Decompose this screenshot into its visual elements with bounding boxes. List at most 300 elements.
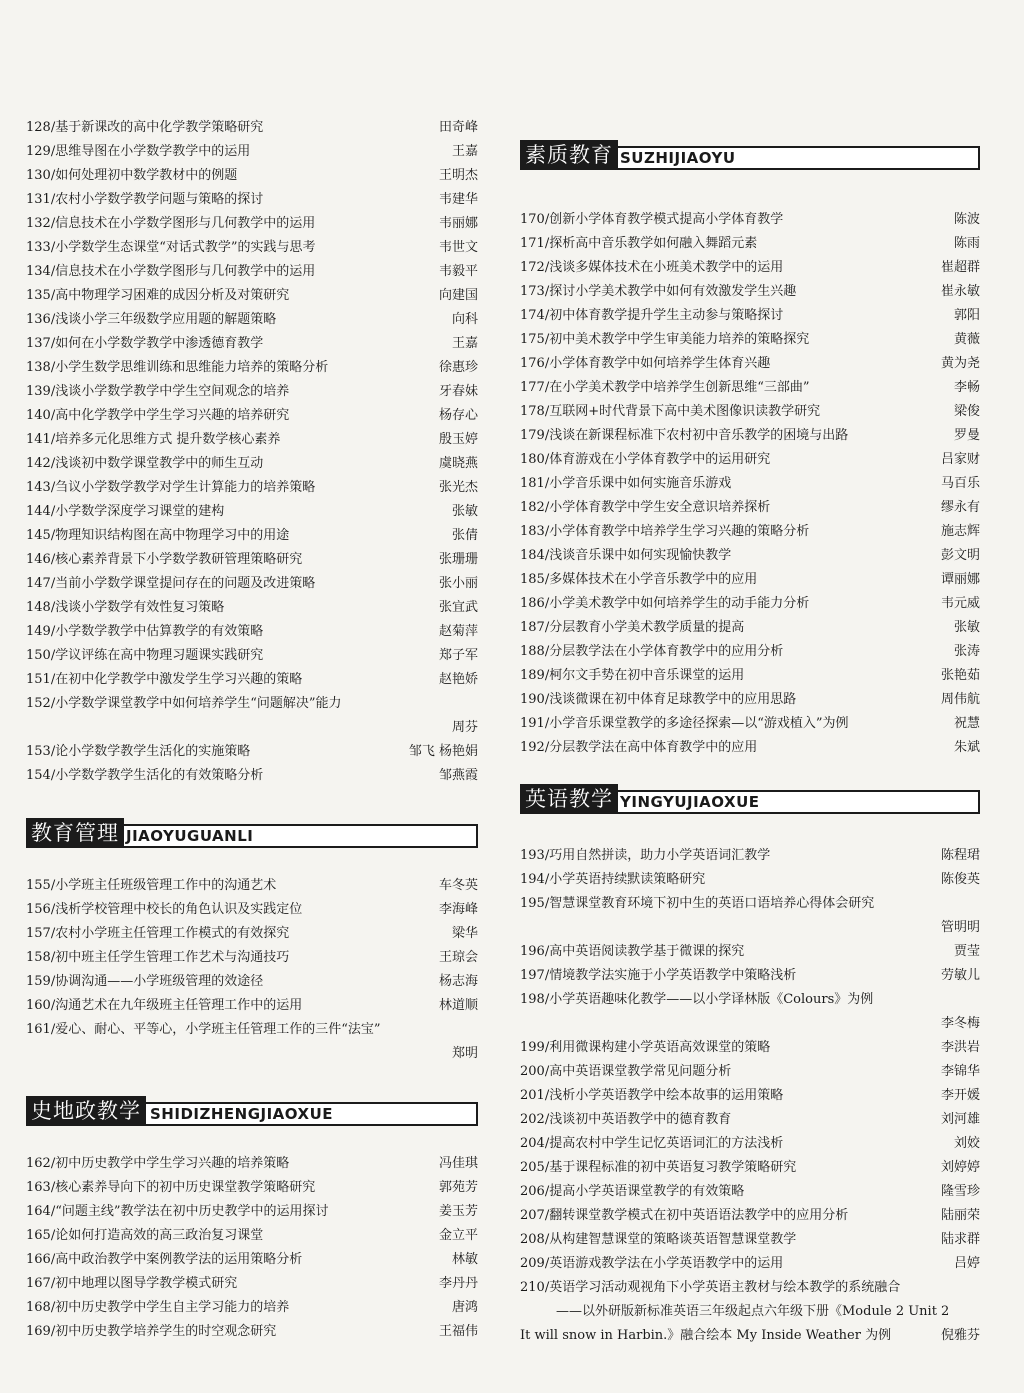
- entry-title: 分层教学法在小学体育教学中的应用分析: [549, 644, 784, 659]
- entry-number: 189: [520, 668, 545, 683]
- entry-number: 156: [26, 902, 51, 917]
- entry-author: 倪雅芬: [940, 1328, 980, 1343]
- toc-entry: 207 / 翻转课堂教学模式在初中英语语法教学中的应用分析 陆丽荣: [520, 1204, 980, 1228]
- entry-title: 培养多元化思维方式 提升数学核心素养: [55, 432, 281, 447]
- entry-number: 158: [26, 950, 51, 965]
- entry-title: 浅谈小学三年级数学应用题的解题策略: [55, 312, 277, 327]
- toc-entry: 189 / 柯尔文手势在初中音乐课堂的运用 张艳茹: [520, 664, 980, 688]
- entry-author: 韦世文: [438, 240, 478, 255]
- section-title: 史地政教学: [26, 1096, 146, 1126]
- entry-title: 如何在小学数学教学中渗透德育教学: [55, 336, 264, 351]
- entry-title-continuation: ——以外研版新标准英语三年级起点六年级下册《Module 2 Unit 2: [556, 1304, 950, 1319]
- entry-author: 唐鸿: [451, 1300, 478, 1315]
- entry-number: 143: [26, 480, 51, 495]
- entry-title: 小学数学教学生活化的有效策略分析: [55, 768, 264, 783]
- entry-author: 郑子军: [438, 648, 478, 663]
- entry-author: 周芬: [451, 720, 478, 735]
- entry-author: 王嘉: [451, 336, 478, 351]
- toc-list-english-a: [520, 844, 980, 892]
- entry-number: 176: [520, 356, 545, 371]
- entry-title: 核心素养背景下小学数学教研管理策略研究: [55, 552, 303, 567]
- entry-author: 刘姣: [953, 1136, 980, 1151]
- toc-entry: 185 / 多媒体技术在小学音乐教学中的应用 谭丽娜: [520, 568, 980, 592]
- entry-title: 初中体育教学提升学生主动参与策略探讨: [549, 308, 784, 323]
- entry-number: 130: [26, 168, 51, 183]
- entry-number: 135: [26, 288, 51, 303]
- entry-number: 186: [520, 596, 545, 611]
- toc-entry: 172 / 浅谈多媒体技术在小班美术教学中的运用 崔超群: [520, 256, 980, 280]
- right-column: [520, 140, 980, 1348]
- entry-number: 195: [520, 896, 545, 911]
- entry-author: 杨志海: [438, 974, 478, 989]
- entry-title: 浅谈小学数学教学中学生空间观念的培养: [55, 384, 290, 399]
- toc-entry: 147 / 当前小学数学课堂提问存在的问题及改进策略 张小丽: [26, 572, 478, 596]
- entry-author: 梁俊: [953, 404, 980, 419]
- toc-entry: 191 / 小学音乐课堂教学的多途径探索—以“游戏植入”为例 祝慧: [520, 712, 980, 736]
- entry-number: 174: [520, 308, 545, 323]
- entry-number: 136: [26, 312, 51, 327]
- entry-number: 171: [520, 236, 545, 251]
- entry-title: 小学数学课堂教学中如何培养学生“问题解决”能力: [55, 696, 342, 711]
- entry-number: 129: [26, 144, 51, 159]
- toc-entry: 140 / 高中化学教学中学生学习兴趣的培养研究 杨存心: [26, 404, 478, 428]
- entry-number: 146: [26, 552, 51, 567]
- entry-title: 初中班主任学生管理工作艺术与沟通技巧: [55, 950, 290, 965]
- entry-author: 牙春妹: [438, 384, 478, 399]
- toc-entry: 208 / 从构建智慧课堂的策略谈英语智慧课堂教学 陆求群: [520, 1228, 980, 1252]
- toc-entry: 209 / 英语游戏教学法在小学英语教学中的运用 吕婷: [520, 1252, 980, 1276]
- entry-number: 179: [520, 428, 545, 443]
- entry-title: 多媒体技术在小学音乐教学中的应用: [549, 572, 758, 587]
- entry-title: 小学体育教学中学生安全意识培养探析: [549, 500, 771, 515]
- entry-title: 巧用自然拼读，助力小学英语词汇教学: [549, 848, 771, 863]
- entry-title: 探析高中音乐教学如何融入舞蹈元素: [549, 236, 758, 251]
- entry-title: 情境教学法实施于小学英语教学中策略浅析: [549, 968, 797, 983]
- entry-author: 殷玉婷: [438, 432, 478, 447]
- entry-title: 爱心、耐心、平等心，小学班主任管理工作的三件“法宝”: [55, 1022, 381, 1037]
- toc-entry: 166 / 高中政治教学中案例教学法的运用策略分析 林敏: [26, 1248, 478, 1272]
- toc-entry: 131 / 农村小学数学教学问题与策略的探讨 韦建华: [26, 188, 478, 212]
- entry-number: 149: [26, 624, 51, 639]
- entry-author: 管明明: [940, 920, 980, 935]
- entry-author: 隆雪珍: [940, 1184, 980, 1199]
- toc-entry: 130 / 如何处理初中数学教材中的例题 王明杰: [26, 164, 478, 188]
- entry-number: 181: [520, 476, 545, 491]
- toc-entry: 178 / 互联网+时代背景下高中美术图像识读教学研究 梁俊: [520, 400, 980, 424]
- entry-number: 144: [26, 504, 51, 519]
- toc-entry: 163 / 核心素养导向下的初中历史课堂教学策略研究 郭苑芳: [26, 1176, 478, 1200]
- toc-list-english-c: [520, 1036, 980, 1276]
- entry-title: 初中历史教学中学生学习兴趣的培养策略: [55, 1156, 290, 1171]
- entry-title: 提高小学英语课堂教学的有效策略: [549, 1184, 745, 1199]
- toc-entry: 159 / 协调沟通——小学班级管理的效途径 杨志海: [26, 970, 478, 994]
- entry-number: 194: [520, 872, 545, 887]
- entry-number: 132: [26, 216, 51, 231]
- toc-entry: 160 / 沟通艺术在九年级班主任管理工作中的运用 林道顺: [26, 994, 478, 1018]
- section-title: 素质教育: [520, 140, 618, 170]
- entry-number: 190: [520, 692, 545, 707]
- entry-author: 吕婷: [953, 1256, 980, 1271]
- entry-author: 邹飞 杨艳娟: [408, 744, 478, 759]
- section-title: 教育管理: [26, 818, 124, 848]
- entry-author: 李冬梅: [940, 1016, 980, 1031]
- entry-author: 李畅: [953, 380, 980, 395]
- toc-entry: 164 / “问题主线”教学法在初中历史教学中的运用探讨 姜玉芳: [26, 1200, 478, 1224]
- entry-author: 李丹丹: [438, 1276, 478, 1291]
- entry-title: 浅谈多媒体技术在小班美术教学中的运用: [549, 260, 784, 275]
- entry-author: 张珊珊: [438, 552, 478, 567]
- entry-author: 张敏: [451, 504, 478, 519]
- entry-title: 体育游戏在小学体育教学中的运用研究: [549, 452, 771, 467]
- entry-title: 浅谈微课在初中体育足球教学中的应用思路: [549, 692, 797, 707]
- entry-number: 170: [520, 212, 545, 227]
- entry-title: 浅谈小学数学有效性复习策略: [55, 600, 225, 615]
- entry-title: 浅谈初中英语教学中的德育教育: [549, 1112, 732, 1127]
- entry-author: 郑明: [451, 1046, 478, 1061]
- entry-author: 李锦华: [940, 1064, 980, 1079]
- entry-title: 小学英语持续默读策略研究: [549, 872, 706, 887]
- entry-author: 黄薇: [953, 332, 980, 347]
- entry-number: 137: [26, 336, 51, 351]
- entry-title: 从构建智慧课堂的策略谈英语智慧课堂教学: [549, 1232, 797, 1247]
- entry-title: 农村小学数学教学问题与策略的探讨: [55, 192, 264, 207]
- entry-number: 198: [520, 992, 545, 1007]
- toc-entry: 162 / 初中历史教学中学生学习兴趣的培养策略 冯佳琪: [26, 1152, 478, 1176]
- entry-number: 173: [520, 284, 545, 299]
- entry-author: 彭文明: [940, 548, 980, 563]
- entry-title: 信息技术在小学数学图形与几何教学中的运用: [55, 264, 316, 279]
- entry-number: 160: [26, 998, 51, 1013]
- entry-title: 初中地理以图导学教学模式研究: [55, 1276, 238, 1291]
- toc-entry: 148 / 浅谈小学数学有效性复习策略 张宜武: [26, 596, 478, 620]
- toc-entry: 138 / 小学生数学思维训练和思维能力培养的策略分析 徐惠珍: [26, 356, 478, 380]
- toc-entry: 170 / 创新小学体育教学模式提高小学体育教学 陈波: [520, 208, 980, 232]
- left-column: [26, 116, 478, 1344]
- toc-entry: 183 / 小学体育教学中培养学生学习兴趣的策略分析 施志辉: [520, 520, 980, 544]
- entry-author: 虞晓燕: [438, 456, 478, 471]
- entry-title: 核心素养导向下的初中历史课堂教学策略研究: [55, 1180, 316, 1195]
- toc-entry: 141 / 培养多元化思维方式 提升数学核心素养 殷玉婷: [26, 428, 478, 452]
- entry-author: 张艳茹: [940, 668, 980, 683]
- entry-author: 缪永有: [940, 500, 980, 515]
- entry-author: 张涛: [953, 644, 980, 659]
- toc-entry: 173 / 探讨小学美术教学中如何有效激发学生兴趣 崔永敏: [520, 280, 980, 304]
- entry-author: 杨存心: [438, 408, 478, 423]
- entry-title: 分层教育小学美术教学质量的提高: [549, 620, 745, 635]
- entry-number: 209: [520, 1256, 545, 1271]
- entry-title: 如何处理初中数学教材中的例题: [55, 168, 238, 183]
- entry-author: 赵菊萍: [438, 624, 478, 639]
- toc-entry: 144 / 小学数学深度学习课堂的建构 张敏: [26, 500, 478, 524]
- entry-author: 韦毅平: [438, 264, 478, 279]
- entry-author: 张宜武: [438, 600, 478, 615]
- entry-author: 李开媛: [940, 1088, 980, 1103]
- entry-author: 陈程珺: [940, 848, 980, 863]
- toc-entry: 171 / 探析高中音乐教学如何融入舞蹈元素 陈雨: [520, 232, 980, 256]
- toc-entry: 151 / 在初中化学教学中激发学生学习兴趣的策略 赵艳娇: [26, 668, 478, 692]
- entry-number: 148: [26, 600, 51, 615]
- entry-author: 刘河雄: [940, 1112, 980, 1127]
- toc-entry: 150 / 学议评练在高中物理习题课实践研究 郑子军: [26, 644, 478, 668]
- toc-entry: 201 / 浅析小学英语教学中绘本故事的运用策略 李开媛: [520, 1084, 980, 1108]
- entry-title: 提高农村中学生记忆英语词汇的方法浅析: [549, 1136, 784, 1151]
- toc-entry: 180 / 体育游戏在小学体育教学中的运用研究 吕家财: [520, 448, 980, 472]
- entry-number: 128: [26, 120, 51, 135]
- entry-title: 农村小学班主任管理工作模式的有效探究: [55, 926, 290, 941]
- entry-number: 206: [520, 1184, 545, 1199]
- entry-title: 小学班主任班级管理工作中的沟通艺术: [55, 878, 277, 893]
- toc-entry: 190 / 浅谈微课在初中体育足球教学中的应用思路 周伟航: [520, 688, 980, 712]
- entry-title: 高中英语课堂教学常见问题分析: [549, 1064, 732, 1079]
- entry-number: 167: [26, 1276, 51, 1291]
- entry-title: 小学生数学思维训练和思维能力培养的策略分析: [55, 360, 329, 375]
- entry-number: 178: [520, 404, 545, 419]
- toc-entry-161: 161 / 爱心、耐心、平等心，小学班主任管理工作的三件“法宝” 郑明: [26, 1018, 478, 1066]
- toc-entry: 156 / 浅析学校管理中校长的角色认识及实践定位 李海峰: [26, 898, 478, 922]
- entry-author: 谭丽娜: [940, 572, 980, 587]
- entry-author: 周伟航: [940, 692, 980, 707]
- entry-author: 陆丽荣: [940, 1208, 980, 1223]
- entry-number: 205: [520, 1160, 545, 1175]
- toc-entry: 175 / 初中美术教学中学生审美能力培养的策略探究 黄薇: [520, 328, 980, 352]
- entry-author: 张小丽: [438, 576, 478, 591]
- entry-number: 162: [26, 1156, 51, 1171]
- entry-title: 小学数学教学中估算教学的有效策略: [55, 624, 264, 639]
- toc-entry: 135 / 高中物理学习困难的成因分析及对策研究 向建国: [26, 284, 478, 308]
- entry-number: 200: [520, 1064, 545, 1079]
- entry-number: 154: [26, 768, 51, 783]
- toc-entry: 146 / 核心素养背景下小学数学教研管理策略研究 张珊珊: [26, 548, 478, 572]
- toc-entry: 139 / 浅谈小学数学教学中学生空间观念的培养 牙春妹: [26, 380, 478, 404]
- entry-author: 陈雨: [953, 236, 980, 251]
- entry-author: 黄为尧: [940, 356, 980, 371]
- entry-title: 浅谈在新课程标准下农村初中音乐教学的困境与出路: [549, 428, 849, 443]
- toc-entry-153: 153 / 论小学数学教学生活化的实施策略 邹飞 杨艳娟: [26, 740, 478, 764]
- entry-number: 172: [520, 260, 545, 275]
- entry-author: 张光杰: [438, 480, 478, 495]
- entry-title: 分层教学法在高中体育教学中的应用: [549, 740, 758, 755]
- entry-number: 188: [520, 644, 545, 659]
- entry-number: 208: [520, 1232, 545, 1247]
- toc-list-english-b: [520, 940, 980, 988]
- toc-entry: 197 / 情境教学法实施于小学英语教学中策略浅析 劳敏儿: [520, 964, 980, 988]
- toc-entry: 143 / 刍议小学数学教学对学生计算能力的培养策略 张光杰: [26, 476, 478, 500]
- toc-entry: 187 / 分层教育小学美术教学质量的提高 张敏: [520, 616, 980, 640]
- entry-author: 赵艳娇: [438, 672, 478, 687]
- toc-entry: 200 / 高中英语课堂教学常见问题分析 李锦华: [520, 1060, 980, 1084]
- toc-entry: 137 / 如何在小学数学教学中渗透德育教学 王嘉: [26, 332, 478, 356]
- toc-entry: 157 / 农村小学班主任管理工作模式的有效探究 梁华: [26, 922, 478, 946]
- entry-title: 小学数学生态课堂“对话式教学”的实践与思考: [55, 240, 316, 255]
- toc-entry: 182 / 小学体育教学中学生安全意识培养探析 缪永有: [520, 496, 980, 520]
- entry-title: 小学体育教学中培养学生学习兴趣的策略分析: [549, 524, 810, 539]
- entry-title: 浅谈音乐课中如何实现愉快教学: [549, 548, 732, 563]
- entry-author: 梁华: [451, 926, 478, 941]
- entry-author: 吕家财: [940, 452, 980, 467]
- entry-title: 初中美术教学中学生审美能力培养的策略探究: [549, 332, 810, 347]
- entry-author: 冯佳琪: [438, 1156, 478, 1171]
- entry-number: 133: [26, 240, 51, 255]
- toc-entry-198: 198 / 小学英语趣味化教学——以小学译林版《Colours》为例 李冬梅: [520, 988, 980, 1036]
- toc-entry: 176 / 小学体育教学中如何培养学生体育兴趣 黄为尧: [520, 352, 980, 376]
- toc-entry: 129 / 思维导图在小学数学教学中的运用 王嘉: [26, 140, 478, 164]
- entry-number: 201: [520, 1088, 545, 1103]
- entry-number: 210: [520, 1280, 545, 1295]
- section-pinyin: SUZHIJIAOYU: [620, 149, 736, 167]
- entry-title: 创新小学体育教学模式提高小学体育教学: [549, 212, 784, 227]
- toc-list-history: [26, 1152, 478, 1344]
- entry-number: 197: [520, 968, 545, 983]
- entry-number: 184: [520, 548, 545, 563]
- toc-entry: 128 / 基于新课改的高中化学教学策略研究 田奇峰: [26, 116, 478, 140]
- entry-title: 翻转课堂教学模式在初中英语语法教学中的应用分析: [549, 1208, 849, 1223]
- toc-entry: 193 / 巧用自然拼读，助力小学英语词汇教学 陈程珺: [520, 844, 980, 868]
- toc-entry: 186 / 小学美术教学中如何培养学生的动手能力分析 韦元威: [520, 592, 980, 616]
- entry-title: 在小学美术教学中培养学生创新思维“三部曲”: [549, 380, 810, 395]
- toc-entry: 142 / 浅谈初中数学课堂教学中的师生互动 虞晓燕: [26, 452, 478, 476]
- entry-author: 罗曼: [953, 428, 980, 443]
- entry-number: 159: [26, 974, 51, 989]
- entry-title: 探讨小学美术教学中如何有效激发学生兴趣: [549, 284, 797, 299]
- section-title: 英语教学: [520, 784, 618, 814]
- entry-author: 郭阳: [953, 308, 980, 323]
- toc-entry: 199 / 利用微课构建小学英语高效课堂的策略 李洪岩: [520, 1036, 980, 1060]
- entry-author: 陆求群: [940, 1232, 980, 1247]
- entry-number: 134: [26, 264, 51, 279]
- toc-entry: 192 / 分层教学法在高中体育教学中的应用 朱斌: [520, 736, 980, 760]
- entry-author: 朱斌: [953, 740, 980, 755]
- toc-entry: 168 / 初中历史教学中学生自主学习能力的培养 唐鸿: [26, 1296, 478, 1320]
- entry-title-continuation: It will snow in Harbin.》融合绘本 My Inside Weather 为例: [520, 1328, 892, 1343]
- entry-number: 131: [26, 192, 51, 207]
- entry-number: 185: [520, 572, 545, 587]
- entry-number: 155: [26, 878, 51, 893]
- entry-author: 林敏: [451, 1252, 478, 1267]
- entry-number: 147: [26, 576, 51, 591]
- entry-author: 李洪岩: [940, 1040, 980, 1055]
- entry-number: 180: [520, 452, 545, 467]
- entry-number: 207: [520, 1208, 545, 1223]
- toc-list-quality: [520, 208, 980, 760]
- entry-title: 协调沟通——小学班级管理的效途径: [55, 974, 264, 989]
- entry-author: 王嘉: [451, 144, 478, 159]
- entry-title: 浅谈初中数学课堂教学中的师生互动: [55, 456, 264, 471]
- toc-entry: 155 / 小学班主任班级管理工作中的沟通艺术 车冬英: [26, 874, 478, 898]
- entry-number: 191: [520, 716, 545, 731]
- entry-author: 车冬英: [438, 878, 478, 893]
- entry-author: 韦丽娜: [438, 216, 478, 231]
- toc-entry: 206 / 提高小学英语课堂教学的有效策略 隆雪珍: [520, 1180, 980, 1204]
- section-pinyin: JIAOYUGUANLI: [126, 827, 254, 845]
- entry-number: 153: [26, 744, 51, 759]
- toc-entry-152: 152 / 小学数学课堂教学中如何培养学生“问题解决”能力 周芬: [26, 692, 478, 740]
- entry-number: 161: [26, 1022, 51, 1037]
- entry-number: 152: [26, 696, 51, 711]
- entry-title: 信息技术在小学数学图形与几何教学中的运用: [55, 216, 316, 231]
- entry-number: 163: [26, 1180, 51, 1195]
- entry-author: 李海峰: [438, 902, 478, 917]
- entry-title: 刍议小学数学教学对学生计算能力的培养策略: [55, 480, 316, 495]
- entry-title: 浅析小学英语教学中绘本故事的运用策略: [549, 1088, 784, 1103]
- entry-title: 初中历史教学培养学生的时空观念研究: [55, 1324, 277, 1339]
- toc-entry: 167 / 初中地理以图导学教学模式研究 李丹丹: [26, 1272, 478, 1296]
- entry-author: 林道顺: [438, 998, 478, 1013]
- toc-entry: 133 / 小学数学生态课堂“对话式教学”的实践与思考 韦世文: [26, 236, 478, 260]
- entry-author: 韦建华: [438, 192, 478, 207]
- entry-title: 浅析学校管理中校长的角色认识及实践定位: [55, 902, 303, 917]
- toc-entry: 174 / 初中体育教学提升学生主动参与策略探讨 郭阳: [520, 304, 980, 328]
- toc-entry: 132 / 信息技术在小学数学图形与几何教学中的运用 韦丽娜: [26, 212, 478, 236]
- entry-number: 138: [26, 360, 51, 375]
- toc-entry: 134 / 信息技术在小学数学图形与几何教学中的运用 韦毅平: [26, 260, 478, 284]
- entry-number: 142: [26, 456, 51, 471]
- entry-author: 马百乐: [940, 476, 980, 491]
- toc-entry-195: 195 / 智慧课堂教育环境下初中生的英语口语培养心得体会研究 管明明: [520, 892, 980, 940]
- entry-title: 智慧课堂教育环境下初中生的英语口语培养心得体会研究: [549, 896, 875, 911]
- entry-title: 高中政治教学中案例教学法的运用策略分析: [55, 1252, 303, 1267]
- toc-entry: 181 / 小学音乐课中如何实施音乐游戏 马百乐: [520, 472, 980, 496]
- entry-number: 141: [26, 432, 51, 447]
- toc-entry: 177 / 在小学美术教学中培养学生创新思维“三部曲” 李畅: [520, 376, 980, 400]
- entry-author: 劳敏儿: [940, 968, 980, 983]
- entry-author: 陈俊英: [940, 872, 980, 887]
- entry-number: 196: [520, 944, 545, 959]
- entry-title: 沟通艺术在九年级班主任管理工作中的运用: [55, 998, 303, 1013]
- entry-author: 王福伟: [438, 1324, 478, 1339]
- entry-author: 张敏: [953, 620, 980, 635]
- section-pinyin: YINGYUJIAOXUE: [620, 793, 760, 811]
- toc-entry: 169 / 初中历史教学培养学生的时空观念研究 王福伟: [26, 1320, 478, 1344]
- entry-number: 164: [26, 1204, 51, 1219]
- section-header-history: [26, 1096, 478, 1126]
- section-header-english: [520, 784, 980, 814]
- entry-number: 145: [26, 528, 51, 543]
- entry-author: 韦元威: [940, 596, 980, 611]
- entry-title: 小学英语趣味化教学——以小学译林版《Colours》为例: [549, 992, 874, 1007]
- toc-entry-210: 210 / 英语学习活动观视角下小学英语主教材与绘本教学的系统融合 ——以外研版新标准英语三年级起点六年级下册《Module 2 Unit 2 It will snow in Harbin.》融合绘本 My Inside Weather 为例 倪雅芬: [520, 1276, 980, 1348]
- entry-title: 物理知识结构图在高中物理学习中的用途: [55, 528, 290, 543]
- entry-title: 互联网+时代背景下高中美术图像识读教学研究: [549, 404, 821, 419]
- entry-title: 利用微课构建小学英语高效课堂的策略: [549, 1040, 771, 1055]
- entry-author: 陈波: [953, 212, 980, 227]
- entry-title: 在初中化学教学中激发学生学习兴趣的策略: [55, 672, 303, 687]
- entry-number: 169: [26, 1324, 51, 1339]
- entry-title: “问题主线”教学法在初中历史教学中的运用探讨: [55, 1204, 329, 1219]
- entry-title: 论小学数学教学生活化的实施策略: [55, 744, 251, 759]
- entry-number: 199: [520, 1040, 545, 1055]
- section-header-mgmt: [26, 818, 478, 848]
- entry-author: 姜玉芳: [438, 1204, 478, 1219]
- entry-title: 学议评练在高中物理习题课实践研究: [55, 648, 264, 663]
- toc-entry: 136 / 浅谈小学三年级数学应用题的解题策略 向科: [26, 308, 478, 332]
- toc-entry: 158 / 初中班主任学生管理工作艺术与沟通技巧 王琼会: [26, 946, 478, 970]
- entry-title: 初中历史教学中学生自主学习能力的培养: [55, 1300, 290, 1315]
- entry-number: 168: [26, 1300, 51, 1315]
- toc-entry-154: 154 / 小学数学教学生活化的有效策略分析 邹燕霞: [26, 764, 478, 788]
- entry-title: 小学音乐课堂教学的多途径探索—以“游戏植入”为例: [549, 716, 849, 731]
- toc-entry: 202 / 浅谈初中英语教学中的德育教育 刘河雄: [520, 1108, 980, 1132]
- toc-entry: 196 / 高中英语阅读教学基于微课的探究 贾莹: [520, 940, 980, 964]
- toc-entry: 205 / 基于课程标准的初中英语复习教学策略研究 刘婷婷: [520, 1156, 980, 1180]
- toc-entry: 149 / 小学数学教学中估算教学的有效策略 赵菊萍: [26, 620, 478, 644]
- entry-number: 140: [26, 408, 51, 423]
- entry-title: 小学体育教学中如何培养学生体育兴趣: [549, 356, 771, 371]
- entry-number: 157: [26, 926, 51, 941]
- entry-number: 139: [26, 384, 51, 399]
- entry-number: 202: [520, 1112, 545, 1127]
- entry-number: 165: [26, 1228, 51, 1243]
- section-pinyin: SHIDIZHENGJIAOXUE: [150, 1105, 333, 1123]
